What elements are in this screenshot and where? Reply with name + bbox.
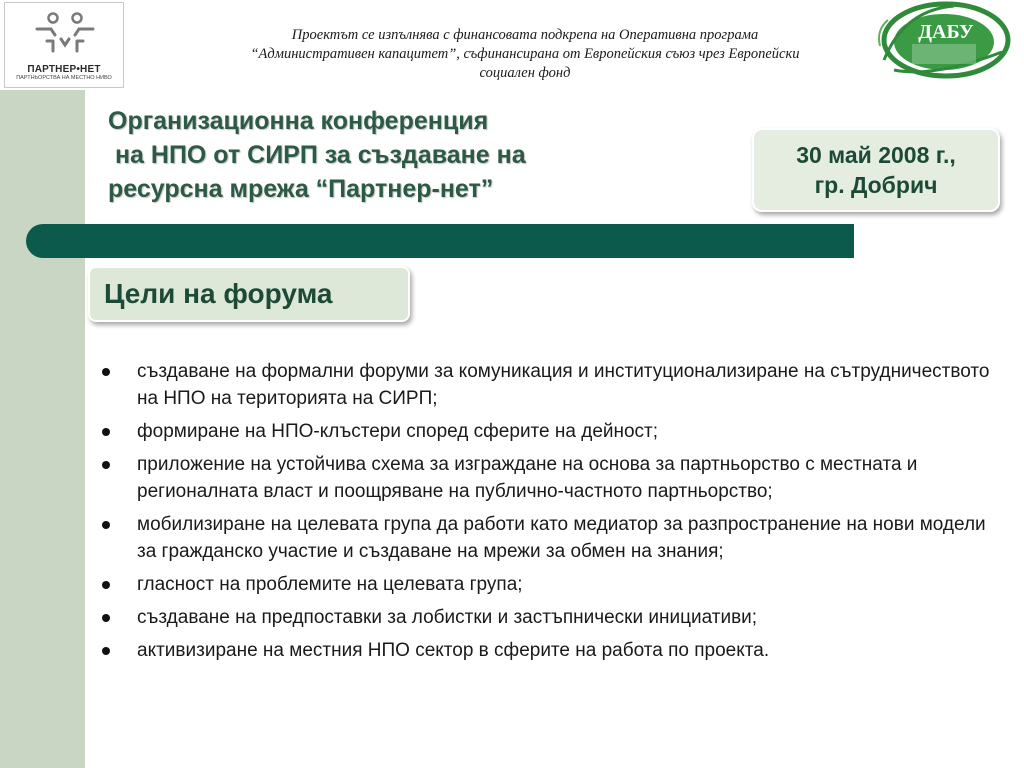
list-item-text: гласност на проблемите на целевата група;: [137, 574, 523, 595]
list-item-text: мобилизиране на целевата група да работи като медиатор за разпространение на нови модели за гражданско участие и създаване на мрежи за обмен на знания;: [137, 514, 986, 562]
goals-list: [100, 358, 1000, 670]
title-line-3: ресурсна мрежа “Партнер-нет”: [108, 175, 494, 203]
title-line-1: Организационна конференция: [108, 107, 489, 135]
section-heading: Цели на форума: [104, 278, 333, 309]
section-heading-box: [88, 266, 410, 322]
location-text: гр. Добрич: [814, 172, 938, 198]
bullet-icon: [102, 368, 110, 376]
bullet-icon: [102, 521, 110, 529]
bullet-icon: [102, 581, 110, 589]
list-item: [100, 511, 1000, 565]
list-item: [100, 418, 1000, 445]
list-item-text: създаване на предпоставки за лобистки и застъпнически инициативи;: [137, 607, 758, 628]
list-item-text: създаване на формални форуми за комуникация и институционализиране на сътрудничеството на НПО на територията на СИРП;: [137, 361, 990, 409]
funding-line-2: “Административен капацитет”, съфинансирана от Европейския съюз чрез Европейски: [250, 46, 800, 62]
date-location-box: [752, 128, 1000, 212]
list-item-text: приложение на устойчива схема за изграждане на основа за партньорство с местната и регионалната власт и поощряване на публично-частното партньорство;: [137, 454, 918, 502]
dabu-logo: [874, 0, 1014, 82]
dabu-logo-text: ДАБУ: [918, 21, 974, 43]
list-item: [100, 571, 1000, 598]
list-item: [100, 451, 1000, 505]
bullet-icon: [102, 428, 110, 436]
page-title: [108, 104, 688, 206]
bullet-icon: [102, 461, 110, 469]
partner-net-logo: [4, 2, 124, 88]
bullet-icon: [102, 614, 110, 622]
bullet-icon: [102, 647, 110, 655]
list-item-text: активизиране на местния НПО сектор в сферите на работа по проекта.: [137, 640, 770, 661]
logo-name: ПАРТНЕР•НЕТ: [27, 64, 101, 75]
logo-subtitle: ПАРТНЬОРСТВА НА МЕСТНО НИВО: [16, 75, 112, 81]
funding-line-1: Проектът се изпълнява с финансовата подкрепа на Оперативна програма: [291, 27, 759, 43]
list-item-text: формиране на НПО-клъстери според сферите на дейност;: [137, 421, 659, 442]
divider-bar: [26, 224, 854, 258]
funding-note: [165, 26, 885, 83]
list-item: [100, 604, 1000, 631]
left-sidebar-band: [0, 0, 85, 768]
funding-line-3: социален фонд: [479, 65, 571, 81]
list-item: [100, 637, 1000, 664]
people-figures-icon: [33, 11, 97, 55]
list-item: [100, 358, 1000, 412]
title-line-2: на НПО от СИРП за създаване на: [108, 141, 526, 169]
date-text: 30 май 2008 г.,: [796, 142, 956, 168]
